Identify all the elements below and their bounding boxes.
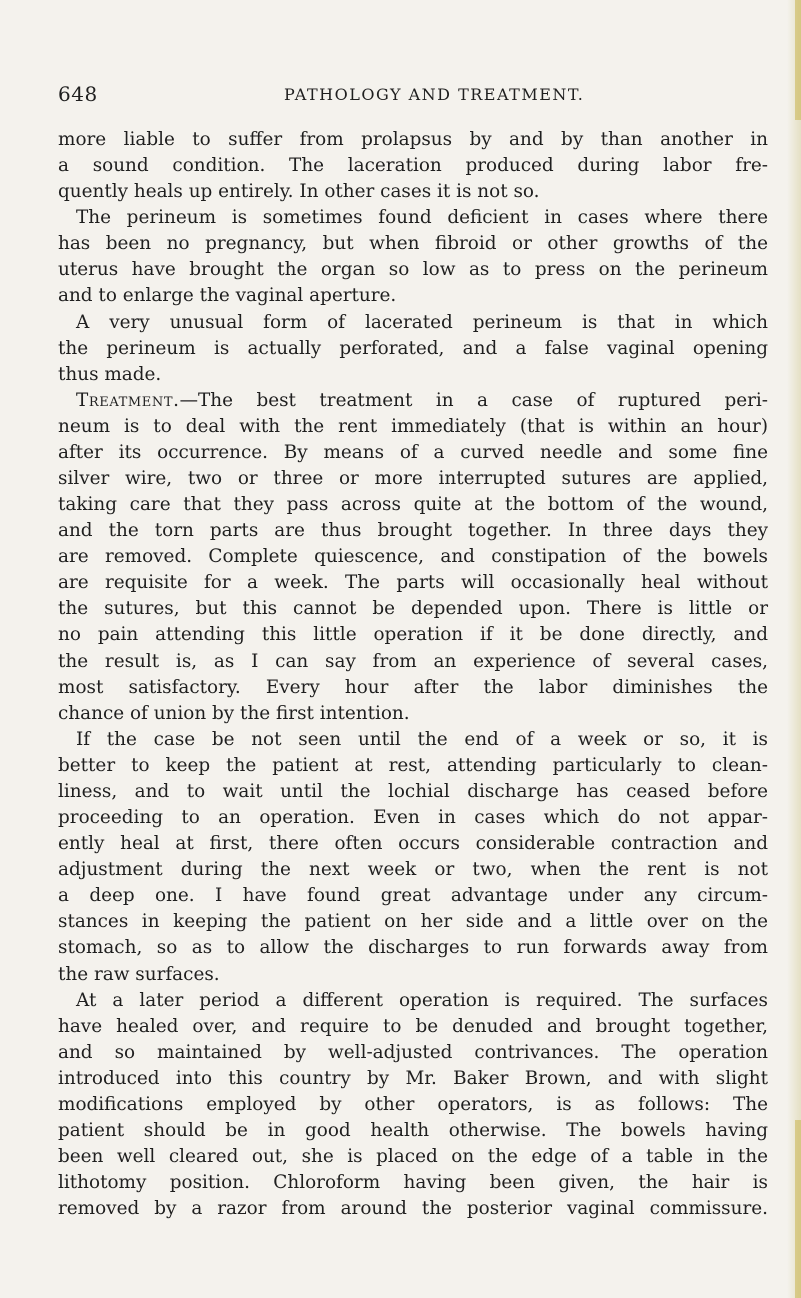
section-heading: Treatment. [76,389,180,411]
text-line [58,1196,768,1222]
text-line [58,231,768,257]
text-line [58,1092,768,1118]
line-text: has been no pregnancy, but when fibroid or other growths of the [58,233,768,255]
line-text: If the case be not seen until the end of a week or so, it is [76,728,768,750]
line-text: and the torn parts are thus brought together. In three days they [58,520,768,542]
text-line [58,544,768,570]
line-text: silver wire, two or three or more interrupted sutures are applied, [58,468,768,490]
body-text [58,127,768,1222]
line-text: A very unusual form of lacerated perineum is that in which [76,311,768,333]
line-text: a sound condition. The laceration produced during labor fre- [58,155,768,177]
text-line [58,440,768,466]
text-line [58,935,768,961]
line-text: no pain attending this little operation if it be done directly, and [58,624,768,646]
line-text: neum is to deal with the rent immediately (that is within an hour) [58,415,768,437]
line-text: stances in keeping the patient on her side and a little over on the [58,911,768,933]
page-header [58,82,768,108]
line-text: more liable to suffer from prolapsus by and by than another in [58,129,768,150]
text-line [58,466,768,492]
text-line [58,153,768,179]
line-text: patient should be in good health otherwise. The bowels having [58,1119,768,1141]
line-text: uterus have brought the organ so low as to press on the perineum [58,259,768,281]
running-head: PATHOLOGY AND TREATMENT. [284,85,585,104]
text-line [58,622,768,648]
line-text: are requisite for a week. The parts will occasionally heal without [58,572,768,594]
text-line [58,362,768,388]
text-line [58,283,768,309]
text-line [58,127,768,153]
text-line [58,988,768,1014]
text-line [58,492,768,518]
text-line [58,414,768,440]
line-text: proceeding to an operation. Even in cases which do not appar- [58,807,768,829]
text-line [58,962,768,988]
line-text: been well cleared out, she is placed on the edge of a table in the [58,1146,768,1168]
text-line [58,336,768,362]
page-edge-mark [795,0,801,120]
line-text: better to keep the patient at rest, attending particularly to clean- [58,754,768,776]
line-text: and to enlarge the vaginal aperture. [58,285,397,307]
line-text: most satisfactory. Every hour after the labor diminishes the [58,676,768,698]
text-line [58,1170,768,1196]
text-line [58,570,768,596]
line-text: introduced into this country by Mr. Baker Brown, and with slight [58,1067,768,1089]
text-line [58,649,768,675]
text-line [58,1066,768,1092]
line-text: —The best treatment in a case of ruptured peri- [179,389,768,411]
page-edge-mark [795,1120,801,1298]
text-line [58,909,768,935]
text-line [58,1118,768,1144]
line-text: are removed. Complete quiescence, and constipation of the bowels [58,546,768,568]
line-text: thus made. [58,363,162,385]
text-line [58,257,768,283]
line-text: At a later period a different operation is required. The surfaces [76,989,768,1011]
line-text: ently heal at first, there often occurs considerable contraction and [58,833,768,855]
line-text: liness, and to wait until the lochial discharge has ceased before [58,780,768,802]
line-text: and so maintained by well-adjusted contrivances. The operation [58,1041,768,1063]
line-text: taking care that they pass across quite at the bottom of the wound, [58,494,768,516]
text-line [58,831,768,857]
text-line [58,675,768,701]
line-text: the sutures, but this cannot be depended upon. There is little or [58,598,768,620]
line-text: removed by a razor from around the posterior vaginal commissure. [58,1198,768,1220]
text-line [58,596,768,622]
line-text: the perineum is actually perforated, and a false vaginal opening [58,337,768,359]
text-line [58,179,768,205]
line-text: the result is, as I can say from an experience of several cases, [58,650,768,672]
text-line [58,310,768,336]
text-line [58,388,768,414]
text-line [58,518,768,544]
line-text: quently heals up entirely. In other cases it is not so. [58,181,540,203]
text-line [58,805,768,831]
line-text: The perineum is sometimes found deficient in cases where there [76,207,768,229]
text-line [58,701,768,727]
line-text: a deep one. I have found great advantage under any circum- [58,885,768,907]
line-text: have healed over, and require to be denuded and brought together, [58,1015,768,1037]
text-line [58,883,768,909]
line-text: modifications employed by other operators, is as follows: The [58,1093,768,1115]
text-line [58,753,768,779]
line-text: chance of union by the first intention. [58,702,410,724]
page-edge-shadow [787,0,801,1298]
text-line [58,1040,768,1066]
line-text: after its occurrence. By means of a curved needle and some fine [58,441,768,463]
line-text: the raw surfaces. [58,963,220,985]
text-line [58,1144,768,1170]
line-text: stomach, so as to allow the discharges to run forwards away from [58,937,768,959]
text-line [58,205,768,231]
line-text: adjustment during the next week or two, when the rent is not [58,859,768,881]
text-line [58,857,768,883]
page-number: 648 [58,82,98,106]
text-line [58,779,768,805]
line-text: lithotomy position. Chloroform having been given, the hair is [58,1172,768,1194]
text-line [58,1014,768,1040]
text-line [58,727,768,753]
